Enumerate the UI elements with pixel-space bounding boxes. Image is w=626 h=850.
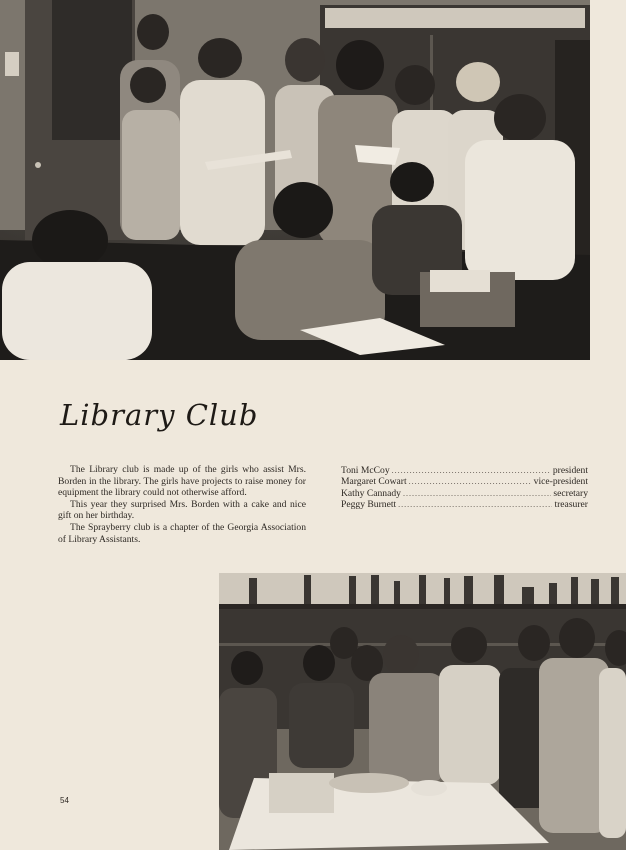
officer-name: Margaret Cowart <box>341 476 407 488</box>
officer-name: Toni McCoy <box>341 465 390 476</box>
group-photo-bottom-illustration <box>219 573 626 850</box>
description-paragraph: The Sprayberry club is a chapter of the Georgia Association of Library Assistants. <box>58 521 306 545</box>
dot-leader <box>403 488 551 499</box>
officer-row <box>341 488 588 499</box>
officer-role: vice-president <box>533 476 588 488</box>
officer-row <box>341 476 588 487</box>
group-photo-top-illustration <box>0 0 590 360</box>
description-paragraph: The Library club is made up of the girls who assist Mrs. Borden in the library. The girls have projects to raise money for equipment the library could not otherwise afford. <box>58 464 306 499</box>
officer-row <box>341 465 588 476</box>
officer-role: secretary <box>553 487 588 499</box>
officer-row <box>341 499 588 510</box>
dot-leader <box>409 476 532 487</box>
description-paragraph: This year they surprised Mrs. Borden with a cake and nice gift on her birthday. <box>58 498 306 522</box>
club-description <box>58 464 306 545</box>
officer-role: treasurer <box>554 499 588 511</box>
group-photo-bottom <box>219 573 626 850</box>
officer-list <box>341 465 588 511</box>
group-photo-top <box>0 0 590 360</box>
officer-name: Peggy Burnett <box>341 499 397 511</box>
dot-leader <box>392 465 551 476</box>
officer-role: president <box>552 465 588 476</box>
page-number: 54 <box>60 796 69 805</box>
officer-name: Kathy Cannady <box>341 487 401 499</box>
page-title: Library Club <box>60 398 259 432</box>
dot-leader <box>398 499 552 510</box>
